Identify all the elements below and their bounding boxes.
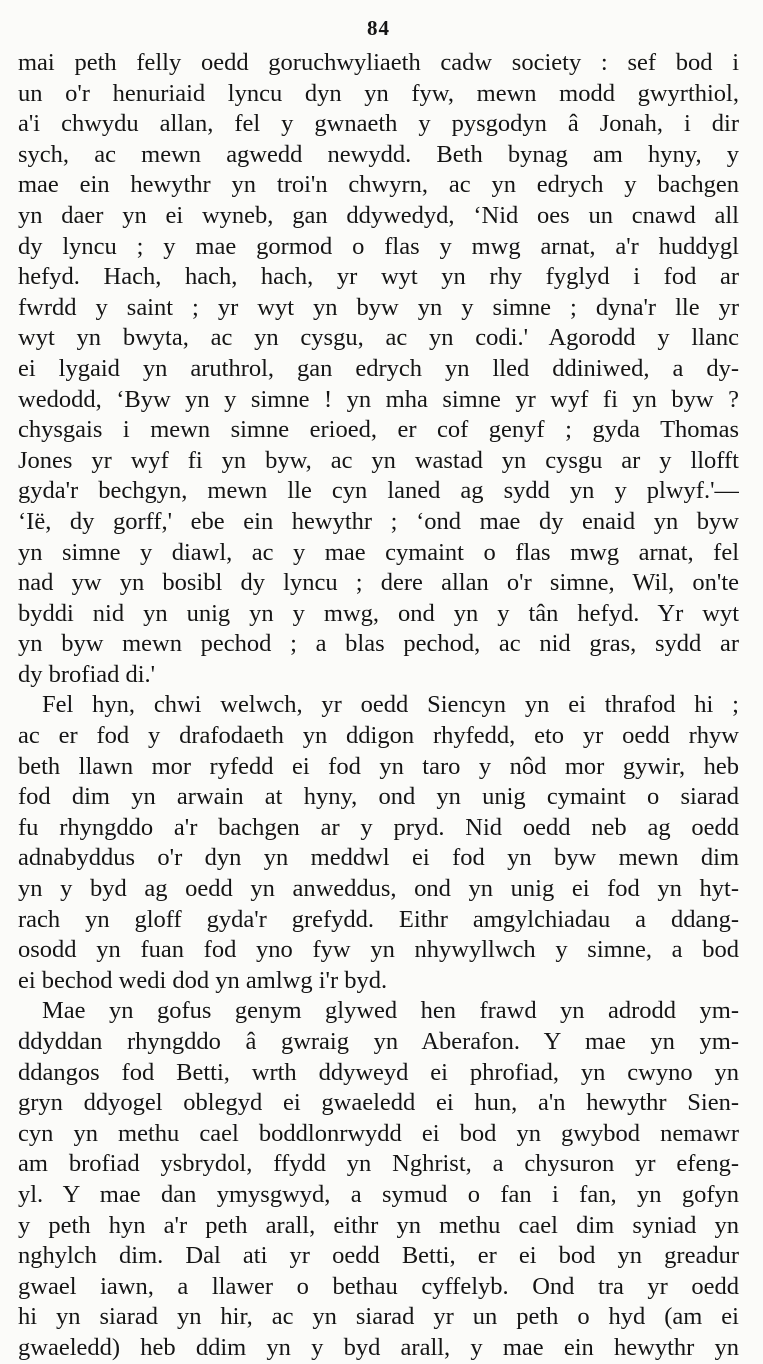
text-line: hefyd. Hach, hach, hach, yr wyt yn rhy fyglyd i fod ar [18, 263, 739, 291]
text-line: mai peth felly oedd goruchwyliaeth cadw society : sef bod i [18, 49, 739, 76]
text-line: yn simne y diawl, ac y mae cymaint o flas mwg arnat, fel [18, 538, 739, 566]
text-line: wyt yn bwyta, ac yn cysgu, ac yn codi.' Agorodd y llanc [18, 324, 739, 352]
text-line: ‘Ië, dy gorff,' ebe ein hewythr ; ‘ond mae dy enaid yn byw [18, 507, 739, 535]
paragraph [18, 996, 739, 1363]
text-line: nad yw yn bosibl dy lyncu ; dere allan o'r simne, Wil, on'te [18, 569, 739, 597]
text-line: dy brofiad di.' [18, 660, 156, 688]
text-line: adnabyddus o'r dyn yn meddwl ei fod yn byw mewn dim [18, 844, 739, 872]
text-line: fu rhyngddo a'r bachgen ar y pryd. Nid oedd neb ag oedd [18, 813, 739, 841]
text-line: ddyddan rhyngddo â gwraig yn Aberafon. Y mae yn ym- [18, 1028, 739, 1055]
text-line: y peth hyn a'r peth arall, eithr yn methu cael dim syniad yn [18, 1211, 739, 1239]
text-line: ei bechod wedi dod yn amlwg i'r byd. [18, 966, 388, 994]
text-line: Fel hyn, chwi welwch, yr oedd Siencyn yn ei thrafod hi ; [42, 691, 739, 719]
paragraph [18, 48, 739, 690]
text-line: wedodd, ‘Byw yn y simne ! yn mha simne yr wyf fi yn byw ? [18, 385, 739, 413]
text-line: gryn ddyogel oblegyd ei gwaeledd ei hun, a'n hewythr Sien- [18, 1089, 739, 1117]
text-line: osodd yn fuan fod yno fyw yn nhywyllwch y simne, a bod [18, 936, 739, 964]
text-line: yl. Y mae dan ymysgwyd, a symud o fan i fan, yn gofyn [18, 1180, 739, 1208]
text-line: byddi nid yn unig yn y mwg, ond yn y tân hefyd. Yr wyt [18, 599, 739, 627]
text-line: cyn yn methu cael boddlonrwydd ei bod yn gwybod nemawr [18, 1119, 739, 1147]
text-line: a'i chwydu allan, fel y gwnaeth y pysgodyn â Jonah, i dir [18, 110, 739, 138]
text-line: Jones yr wyf fi yn byw, ac yn wastad yn cysgu ar y llofft [18, 446, 739, 474]
text-line: ddangos fod Betti, wrth ddyweyd ei phrofiad, yn cwyno yn [18, 1058, 739, 1086]
paragraph [18, 690, 739, 996]
text-line: gyda'r bechgyn, mewn lle cyn laned ag sydd yn y plwyf.'— [18, 477, 739, 505]
text-line: rach yn gloff gyda'r grefydd. Eithr amgylchiadau a ddang- [18, 905, 739, 933]
text-line: ei lygaid yn aruthrol, gan edrych yn lled ddiniwed, a dy- [18, 354, 739, 382]
text-line: nghylch dim. Dal ati yr oedd Betti, er ei bod yn greadur [18, 1242, 739, 1270]
text-line: mae ein hewythr yn troi'n chwyrn, ac yn edrych y bachgen [18, 171, 739, 199]
text-line: beth llawn mor ryfedd ei fod yn taro y nôd mor gywir, heb [18, 752, 739, 780]
text-line: gwael iawn, a llawer o bethau cyffelyb. Ond tra yr oedd [18, 1272, 739, 1300]
text-line: yn daer yn ei wyneb, gan ddywedyd, ‘Nid oes un cnawd all [18, 201, 739, 229]
page-number: 84 [367, 16, 390, 40]
text-line: yn byw mewn pechod ; a blas pechod, ac nid gras, sydd ar [18, 630, 739, 658]
text-line: ac er fod y drafodaeth yn ddigon rhyfedd, eto yr oedd rhyw [18, 722, 739, 750]
text-line: am brofiad ysbrydol, ffydd yn Nghrist, a chysuron yr efeng- [18, 1150, 739, 1178]
text-line: chysgais i mewn simne erioed, er cof genyf ; gyda Thomas [18, 416, 739, 444]
text-line: yn y byd ag oedd yn anweddus, ond yn unig ei fod yn hyt- [18, 875, 739, 903]
text-line: un o'r henuriaid lyncu dyn yn fyw, mewn modd gwyrthiol, [18, 79, 739, 107]
text-line: Mae yn gofus genym glywed hen frawd yn adrodd ym- [42, 997, 739, 1025]
body-text [18, 48, 739, 1364]
text-line: fod dim yn arwain at hyny, ond yn unig cymaint o siarad [18, 783, 739, 811]
text-line: sych, ac mewn agwedd newydd. Beth bynag am hyny, y [18, 140, 739, 168]
text-line: hi yn siarad yn hir, ac yn siarad yr un peth o hyd (am ei [18, 1303, 739, 1331]
text-line: dy lyncu ; y mae gormod o flas y mwg arnat, a'r huddygl [18, 232, 739, 260]
text-line: fwrdd y saint ; yr wyt yn byw yn y simne ; dyna'r lle yr [18, 293, 739, 321]
text-line: gwaeledd) heb ddim yn y byd arall, y mae ein hewythr yn [18, 1333, 739, 1361]
